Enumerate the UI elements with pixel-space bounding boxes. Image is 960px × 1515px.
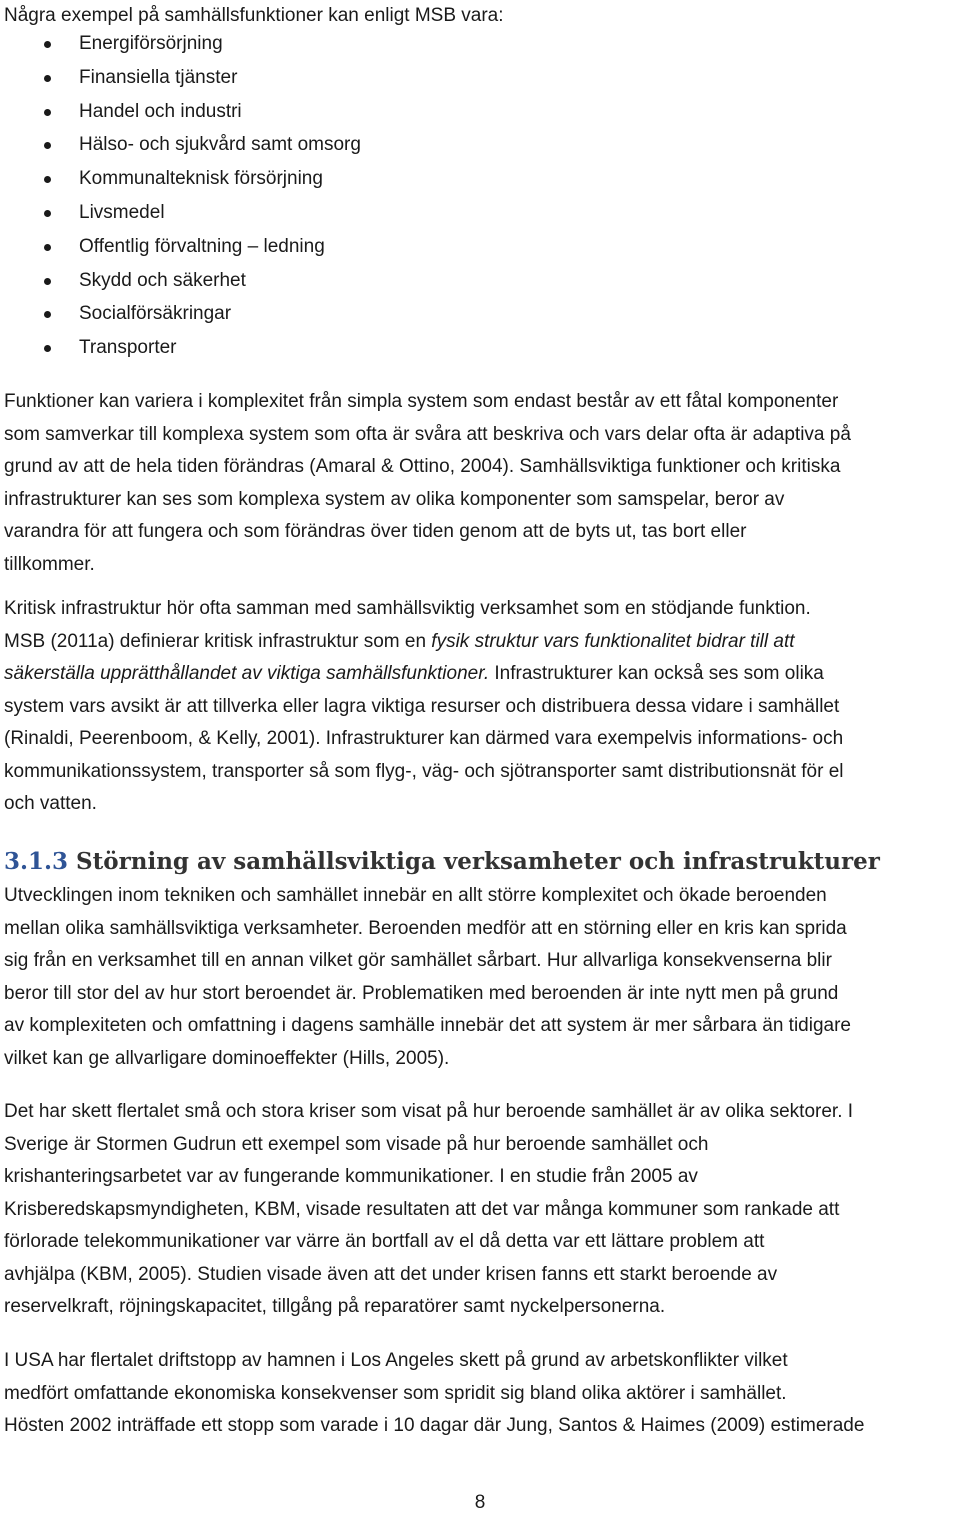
list-item: Transporter (4, 334, 361, 368)
list-item: Skydd och säkerhet (4, 267, 361, 301)
bullet-icon (44, 345, 51, 352)
bullet-icon (44, 311, 51, 318)
list-item: Energiförsörjning (4, 30, 361, 64)
list-item: Kommunalteknisk försörjning (4, 165, 361, 199)
list-item: Handel och industri (4, 98, 361, 132)
bullet-list (4, 30, 361, 368)
bullet-icon (44, 109, 51, 116)
bullet-icon (44, 210, 51, 217)
bullet-icon (44, 278, 51, 285)
list-item: Socialförsäkringar (4, 300, 361, 334)
paragraph-complexity: Funktioner kan variera i komplexitet från simpla system som endast består av ett fåtal komponenter som samverkar till komplexa system som ofta är svåra att beskriva och vars delar ofta är adaptiva på grund av att de hela tiden förändras (Amaral & Ottino, 2004). Samhällsviktiga funktioner och kritiska infrastrukturer kan ses som komplexa system av olika komponenter som samspelar, beror av varandra för att fungera och som förändras över tiden genom att de byts ut, tas bort eller tillkommer. (4, 391, 851, 575)
paragraph-dependencies: Utvecklingen inom tekniken och samhället innebär en allt större komplexitet och ökade beroenden mellan olika samhällsviktiga verksamheter. Beroenden medför att en störning eller en kris kan sprida sig från en verksamhet till en annan vilket gör samhället sårbart. Hur allvarliga konsekvenserna blir beror till stor del av hur stort beroendet är. Problematiken med beroenden är inte nytt men på grund av komplexiteten och omfattning i dagens samhälle innebär det att system är mer sårbara än tidigare vilket kan ge allvarligare dominoeffekter (Hills, 2005). (4, 885, 852, 1069)
section-title: Störning av samhällsviktiga verksamheter och infrastrukturer (76, 848, 880, 875)
paragraph-critical-infrastructure: Kritisk infrastruktur hör ofta samman med samhällsviktig verksamhet som en stödjande funktion. MSB (2011a) definierar kritisk infrastruktur som en fysik struktur vars funktionalitet bidrar till att säkerställa upprätthållandet av viktiga samhällsfunktioner. Infrastrukturer kan också ses som olika system vars avsikt är att tillverka eller lagra viktiga resurser och distribuera dessa vidare i samhället (Rinaldi, Peerenboom, & Kelly, 2001). Infrastrukturer kan därmed vara exempelvis informations- och kommunikationssystem, transporter så som flyg-, väg- och sjötransporter samt distributionsnät för el och vatten. (4, 598, 844, 814)
bullet-icon (44, 41, 51, 48)
bullet-icon (44, 176, 51, 183)
list-item: Finansiella tjänster (4, 64, 361, 98)
intro-text: Några exempel på samhällsfunktioner kan enligt MSB vara: (4, 5, 504, 26)
section-number: 3.1.3 (4, 848, 69, 875)
bullet-icon (44, 244, 51, 251)
list-item: Offentlig förvaltning – ledning (4, 233, 361, 267)
section-heading (4, 844, 880, 880)
page-number: 8 (474, 1492, 486, 1513)
list-item: Hälso- och sjukvård samt omsorg (4, 131, 361, 165)
list-item: Livsmedel (4, 199, 361, 233)
paragraph-usa: I USA har flertalet driftstopp av hamnen i Los Angeles skett på grund av arbetskonflikter vilket medfört omfattande ekonomiska konsekvenser som spridit sig bland olika aktörer i samhället. Hösten 2002 inträffade ett stopp som varade i 10 dagar där Jung, Santos & Haimes (2009) estimerade (4, 1350, 865, 1436)
paragraph-crises: Det har skett flertalet små och stora kriser som visat på hur beroende samhället är av olika sektorer. I Sverige är Stormen Gudrun ett exempel som visade på hur beroende samhället och krishanteringsarbetet var av fungerande kommunikationer. I en studie från 2005 av Krisberedskapsmyndigheten, KBM, visade resultaten att det var många kommuner som rankade att förlorade telekommunikationer var värre än bortfall av el då detta var ett lättare problem att avhjälpa (KBM, 2005). Studien visade även att det under krisen fanns ett starkt beroende av reservelkraft, röjningskapacitet, tillgång på reparatörer samt nyckelpersonerna. (4, 1101, 854, 1317)
bullet-icon (44, 142, 51, 149)
bullet-icon (44, 75, 51, 82)
